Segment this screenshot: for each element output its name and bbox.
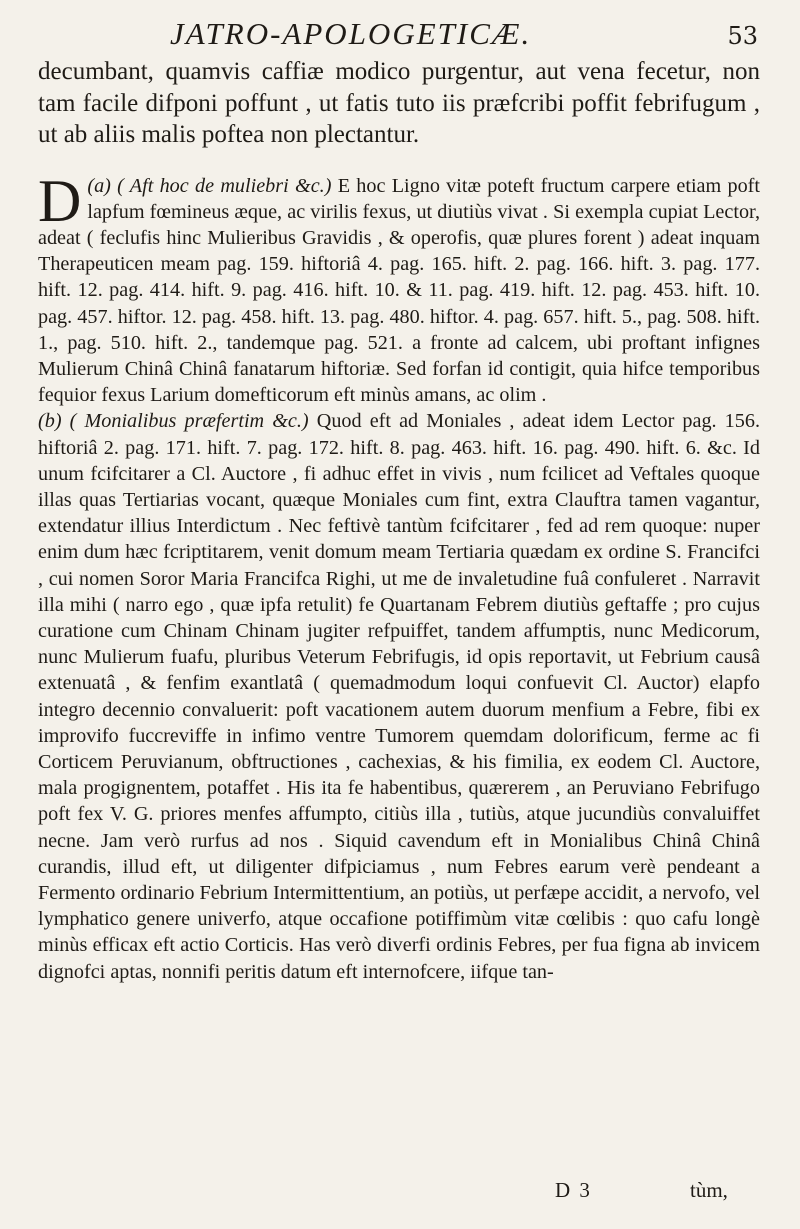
signature-mark: D 3 bbox=[555, 1178, 592, 1202]
page-header bbox=[0, 10, 800, 50]
page-number: 53 bbox=[727, 22, 758, 50]
page-body bbox=[38, 56, 760, 985]
catchword: tùm, bbox=[690, 1178, 728, 1202]
note-a-text: E hoc Ligno vitæ poteft fructum carpere etiam poft lapfum fœmineus æque, ac virilis fexus, ut diutiùs vivat . Si exempla cupiat Lector, adeat ( feclufis hinc Mulieribus Gravidis , & operofis, quæ plures forent ) adeat inquam Therapeuticen meam pag. 159. hiftoriâ 4. pag. 165. hift. 2. pag. 166. hift. 3. pag. 177. hift. 12. pag. 414. hift. 9. pag. 416. hift. 10. & 11. pag. 419. hift. 12. pag. 453. hift. 10. pag. 457. hiftor. 12. pag. 458. hift. 13. pag. 480. hiftor. 4. pag. 657. hift. 5., pag. 508. hift. 1., pag. 510. hift. 2., tandemque pag. 521. a fronte ad calcem, ubi proftant infignes Mulierum Chinâ Chinâ fanatarum hiftoriæ. Sed forfan id contigit, quia hifce temporibus fequior fexus Larium domefticorum eft minùs amans, ac olim . bbox=[38, 174, 760, 407]
note-b-text: Quod eft ad Moniales , adeat idem Lector pag. 156. hiftoriâ 2. pag. 171. hift. 7. pag. 172. hift. 8. pag. 463. hift. 16. pag. 490. hift. 6. &c. Id unum fcifcitarer a Cl. Auctore , fi adhuc effet in vivis , num fcilicet ad Veftales quoque illas quas Tertiarias vocant, quæque Moniales cum fint, extra Clauftra tamen vagantur, extendatur illius Interdictum . Nec feftivè tantùm fcifcitarer , fed ad rem quoque: nuper enim dum hæc fcriptitarem, venit domum meam Tertiaria quædam ex ordine S. Francifci , cui nomen Soror Maria Francifca Righi, ut me de invaletudine fuâ confuleret . Narravit illa mihi ( narro ego , quæ ipfa retulit) fe Quartanam Febrem diutiùs geftaffe ; pro cujus curatione cum Chinam Chinam jugiter refpuiffet, tandem affumptis, nunc Medicorum, nunc Mulierum fuafu, pluribus Veterum Febrifugis, id opis reportavit, ut Febrium causâ extenuatâ , & fenfim exantlatâ ( quemadmodum loqui confuevit Cl. Auctor) elapfo integro decennio convaluerit: poft vacationem autem duorum menfium a Febre, fibi ex improvifo fuccreviffe in infimo ventre Tumorem quemdam dolorificum, ferme ac fi Corticem Peruvianum, obftructiones , cachexias, & his fimilia, ex eodem Cl. Auctore, mala progignentem, potaffet . His ita fe habentibus, quærerem , an Peruviano Febrifugo poft fex V. G. priores menfes affumpto, citiùs illa , tutiùs, atque jucundiùs convaluiffet necne. Jam verò rurfus ad nos . Siquid cavendum eft in Monialibus Chinâ Chinâ curandis, illud eft, ut diligenter difpiciamus , num Febres earum verè pendeant a Fermento ordinario Febrium Intermittentium, an potiùs, ut perfæpe accidit, a nervofo, vel lymphatico genere univerfo, atque occafione potiffimùm vitæ cœlibis : quo cafu longè minùs efficax eft actio Corticis. Has verò diverfi ordinis Febres, per fua figna ab invicem dignofci aptas, nonnifi peritis datum eft internofcere, iifque tan- bbox=[38, 410, 761, 983]
note-a bbox=[38, 167, 760, 409]
running-title: JATRO-APOLOGETICÆ. bbox=[170, 16, 532, 51]
note-a-marker: (a) bbox=[87, 174, 111, 197]
intro-paragraph: decumbant, quamvis caffiæ modico purgentur, aut vena fecetur, non tam facile difponi poffunt , ut fatis tuto iis præfcribi poffit febrifugum , ut ab aliis malis poftea non plectantur. bbox=[38, 58, 760, 148]
note-a-dropcap: D bbox=[38, 167, 82, 234]
note-b bbox=[38, 408, 760, 984]
note-b-marker: (b) bbox=[38, 410, 62, 433]
note-b-label: ( Monialibus præfertim &c.) bbox=[69, 410, 309, 433]
note-a-label: ( Aft hoc de muliebri &c.) bbox=[117, 174, 332, 197]
